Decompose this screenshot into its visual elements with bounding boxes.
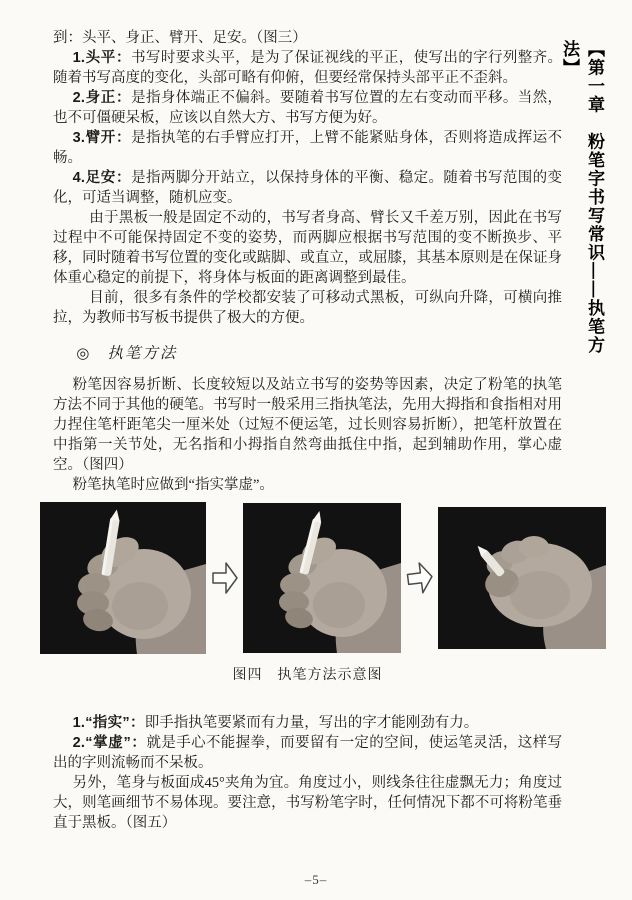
posture-item-head-level <box>53 48 562 88</box>
double-circle-icon: ◎ <box>76 346 92 362</box>
photo-grip-step-2 <box>243 503 401 653</box>
posture-item-arm-open <box>53 128 562 168</box>
paragraph-grip-method: 粉笔因容易折断、长度较短以及站立书写的姿势等因素，决定了粉笔的执笔方法不同于其他的硬笔。书写时一般采用三指执笔法，先用大拇指和食指相对用力捏住笔杆距笔尖一厘米处（过短不便运笔，过长则容易折断），把笔杆放置在中指第一关节处，无名指和小拇指自然弯曲抵住中指，起到辅助作用，掌心虚空。（图四） <box>53 377 562 473</box>
sidebar-chapter-title: 【第一章 粉笔字书写常识——执笔方法】 <box>560 40 604 355</box>
posture-item-body-upright <box>53 88 562 128</box>
grip-item-label: 2.“掌虚”： <box>72 735 147 751</box>
section-heading-title: 执笔方法 <box>107 345 178 362</box>
grip-item-firm-fingers <box>53 713 562 733</box>
grip-item-text: 即手指执笔要紧而有力量，写出的字才能刚劲有力。 <box>144 715 479 731</box>
posture-item-label: 3.臂开： <box>72 130 132 146</box>
photo-grip-step-1 <box>40 502 206 654</box>
content-column <box>53 28 562 833</box>
grip-item-text: 就是手心不能握拳，而要留有一定的空间，使运笔灵活，这样写出的字则流畅而不呆板。 <box>53 735 562 771</box>
arrow-right-icon <box>403 558 435 597</box>
photo-grip-step-3 <box>438 507 606 649</box>
paragraph-opening: 到：头平、身正、臂开、足安。（图三） <box>53 30 307 46</box>
posture-item-text: 书写时要求头平，是为了保证视线的平正，使写出的字行列整齐。随着书写高度的变化，头部可略有仰俯，但要经常保持头部平正不歪斜。 <box>53 50 563 86</box>
figure-caption: 图四 执笔方法示意图 <box>232 668 383 683</box>
paragraph-movable-blackboard: 目前，很多有条件的学校都安装了可移动式黑板，可纵向升降，可横向推拉，为教师书写板书提供了极大的方便。 <box>53 290 562 326</box>
posture-item-label: 2.身正： <box>72 90 132 106</box>
paragraph-grip-rule: 粉笔执笔时应做到“指实掌虚”。 <box>72 477 274 493</box>
posture-item-text: 是指身体端正不偏斜。要随着书写位置的左右变动而平移。当然，也不可僵硬呆板，应该以自然大方、书写方便为好。 <box>53 90 563 126</box>
paragraph-fixed-blackboard: 由于黑板一般是固定不动的，书写者身高、臂长又千差万别，因此在书写过程中不可能保持固定不变的姿势，而两脚应根据书写范围的变不断换步、平移，同时随着书写位置的变化或踮脚、或直立，或屈膝，其基本原则是在保证身体重心稳定的前提下，将身体与板面的距离调整到最佳。 <box>53 210 562 286</box>
paragraph-angle: 另外，笔身与板面成45°夹角为宜。角度过小，则线条往往虚飘无力；角度过大，则笔画细节不易体现。要注意，书写粉笔字时，任何情况下都不可将粉笔垂直于黑板。（图五） <box>53 775 562 831</box>
grip-item-hollow-palm <box>53 733 562 773</box>
section-heading <box>76 344 562 364</box>
arrow-right-icon <box>211 560 239 596</box>
page-number: –5– <box>304 872 328 887</box>
figure-grip-photos <box>40 502 606 654</box>
posture-item-text: 是指两脚分开站立，以保持身体的平衡、稳定。随着书写范围的变化，可适当调整，随机应变。 <box>53 170 563 206</box>
posture-item-label: 1.头平： <box>72 50 132 66</box>
grip-item-label: 1.“指实”： <box>72 715 145 731</box>
posture-item-label: 4.足安： <box>72 170 132 186</box>
posture-item-feet-stable <box>53 168 562 208</box>
posture-item-text: 是指执笔的右手臂应打开，上臂不能紧贴身体，否则将造成挥运不畅。 <box>53 130 563 166</box>
